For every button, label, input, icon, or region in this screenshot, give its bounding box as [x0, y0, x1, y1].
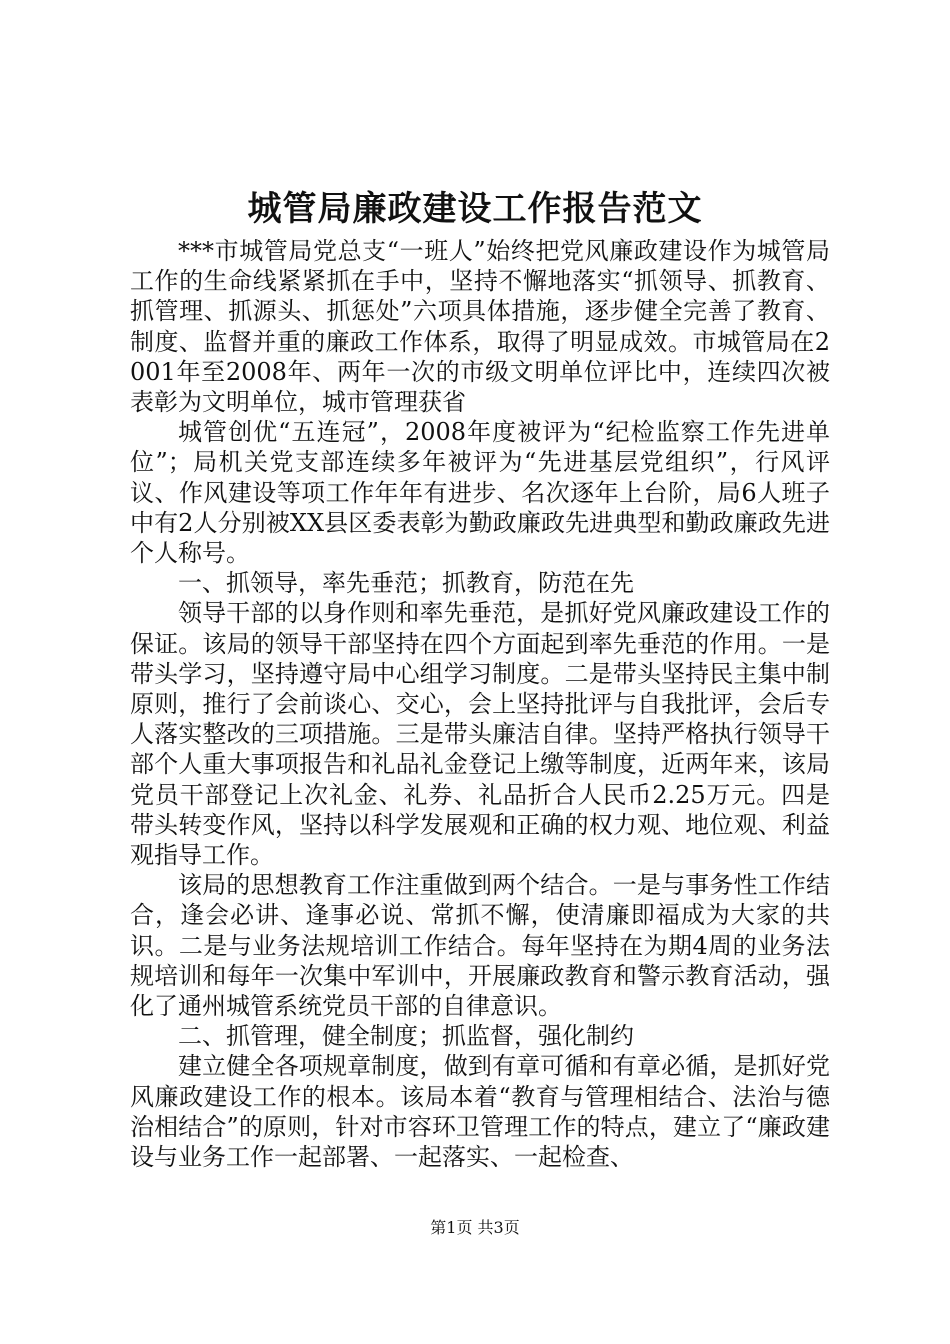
- paragraph-intro: ***市城管局党总支“一班人”始终把党风廉政建设作为城管局工作的生命线紧紧抓在手中，坚持不懈地落实“抓领导、抓教育、抓管理、抓源头、抓惩处”六项具体措施，逐步健全完善了教育、制度、监督并重的廉政工作体系，取得了明显成效。市城管局在2001年至2008年、两年一次的市级文明单位评比中，连续四次被表彰为文明单位，城市管理获省: [130, 237, 830, 417]
- paragraph-achievements: 城管创优“五连冠”，2008年度被评为“纪检监察工作先进单位”；局机关党支部连续多年被评为“先进基层党组织”，行风评议、作风建设等项工作年年有进步、名次逐年上台阶，局6人班子中有2人分别被XX县区委表彰为勤政廉政先进典型和勤政廉政先进个人称号。: [130, 418, 830, 568]
- page-footer: 第1页 共3页: [430, 1218, 520, 1237]
- paragraph-education: 该局的思想教育工作注重做到两个结合。一是与事务性工作结合，逢会必讲、逢事必说、常抓不懈，使清廉即福成为大家的共识。二是与业务法规培训工作结合。每年坚持在为期4周的业务法规培训和每年一次集中军训中，开展廉政教育和警示教育活动，强化了通州城管系统党员干部的自律意识。: [130, 871, 830, 1021]
- section-heading-2: 二、抓管理，健全制度；抓监督，强化制约: [178, 1022, 634, 1051]
- document-title: 城管局廉政建设工作报告范文: [247, 189, 703, 229]
- paragraph-management: 建立健全各项规章制度，做到有章可循和有章必循，是抓好党风廉政建设工作的根本。该局本着“教育与管理相结合、法治与德治相结合”的原则，针对市容环卫管理工作的特点，建立了“廉政建设与业务工作一起部署、一起落实、一起检查、: [130, 1052, 830, 1172]
- paragraph-leadership: 领导干部的以身作则和率先垂范，是抓好党风廉政建设工作的保证。该局的领导干部坚持在四个方面起到率先垂范的作用。一是带头学习，坚持遵守局中心组学习制度。二是带头坚持民主集中制原则，推行了会前谈心、交心，会上坚持批评与自我批评，会后专人落实整改的三项措施。三是带头廉洁自律。坚持严格执行领导干部个人重大事项报告和礼品礼金登记上缴等制度，近两年来，该局党员干部登记上次礼金、礼券、礼品折合人民币2.25万元。四是带头转变作风，坚持以科学发展观和正确的权力观、地位观、利益观指导工作。: [130, 599, 830, 870]
- section-heading-1: 一、抓领导，率先垂范；抓教育，防范在先: [178, 569, 634, 598]
- document-body: [130, 236, 830, 1172]
